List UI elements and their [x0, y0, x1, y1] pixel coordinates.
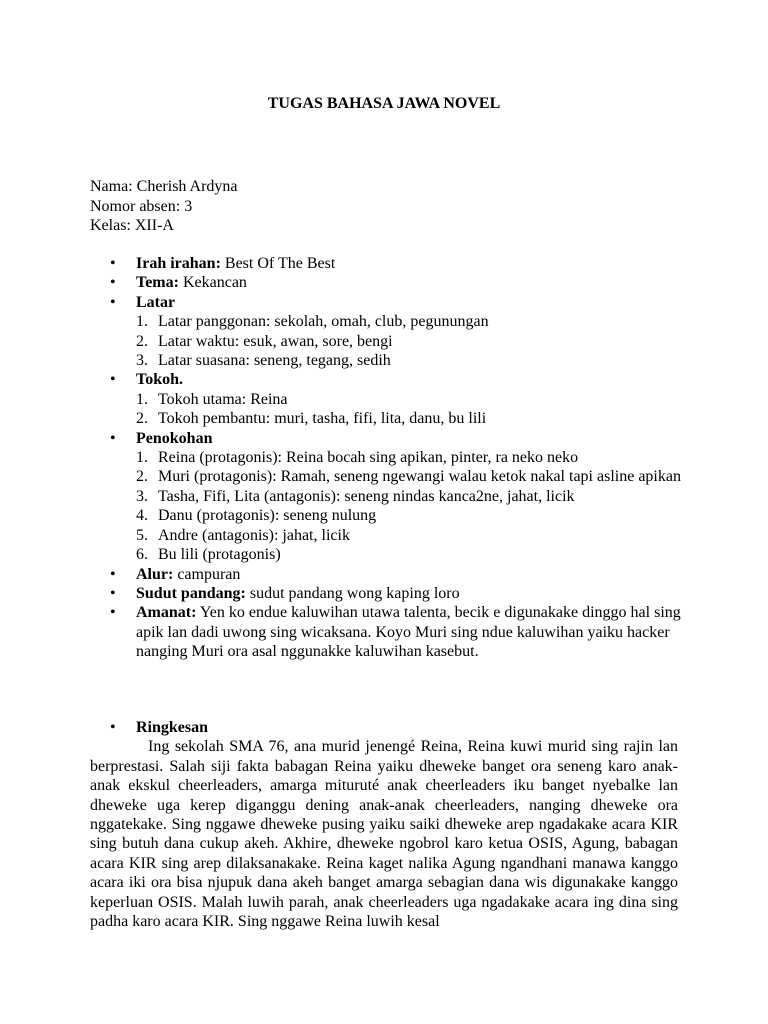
- summary-section: [90, 718, 678, 931]
- summary-heading: • Ringkesan: [90, 718, 678, 737]
- penokohan-text: Bu lili (protagonis): [158, 546, 281, 564]
- amanat-label: Amanat:: [136, 604, 197, 622]
- latar-text: Latar suasana: seneng, tegang, sedih: [158, 352, 391, 370]
- penokohan-num: 3.: [136, 487, 148, 505]
- sudut-label: Sudut pandang:: [136, 584, 246, 602]
- penokohan-text: Reina (protagonis): Reina bocah sing apikan, pinter, ra neko neko: [158, 449, 579, 467]
- penokohan-text: Andre (antagonis): jahat, licik: [158, 526, 350, 544]
- student-class: Kelas: XII-A: [90, 217, 174, 234]
- tokoh-text: Tokoh pembantu: muri, tasha, fifi, lita, danu, bu lili: [158, 410, 487, 428]
- latar-num: 3.: [136, 352, 148, 370]
- page-title: TUGAS BAHASA JAWA NOVEL: [267, 95, 501, 112]
- penokohan-num: 5.: [136, 526, 148, 544]
- latar-item: [136, 332, 686, 351]
- latar-text: Latar waktu: esuk, awan, sore, bengi: [158, 332, 393, 350]
- latar-item: [136, 351, 686, 370]
- irah-label: Irah irahan:: [136, 255, 221, 272]
- penokohan-num: 1.: [136, 449, 148, 467]
- alur-value: campuran: [173, 565, 241, 583]
- tokoh-num: 1.: [136, 390, 148, 408]
- penokohan-label: Penokohan: [136, 429, 213, 447]
- tokoh-sublist: [136, 390, 686, 429]
- list-item-alur: [90, 565, 686, 584]
- list-item-penokohan: [90, 429, 686, 565]
- latar-num: 2.: [136, 332, 148, 350]
- list-item-sudut-pandang: [90, 584, 686, 603]
- list-item-latar: [90, 293, 686, 371]
- tema-label: Tema:: [136, 274, 179, 292]
- list-item-tema: [90, 273, 686, 292]
- list-item-amanat: [90, 603, 686, 661]
- tema-value: Kekancan: [178, 274, 247, 292]
- student-absen: Nomor absen: 3: [90, 197, 193, 215]
- amanat-value: Yen ko endue kaluwihan utawa talenta, becik e digunakake dinggo hal sing apik lan dadi uwong sing wicaksana. Koyo Muri sing ndue kaluwihan yaiku hacker nanging Muri ora asal nggunakke kaluwihan kasebut.: [136, 604, 681, 661]
- latar-text: Latar panggonan: sekolah, omah, club, pegunungan: [158, 313, 489, 331]
- irah-value: Best Of The Best: [220, 255, 336, 272]
- tokoh-item: [136, 409, 686, 428]
- student-name: Nama: Cherish Ardyna: [90, 178, 238, 195]
- sudut-value: sudut pandang wong kaping loro: [245, 584, 460, 602]
- list-item-irah: [90, 254, 686, 273]
- tokoh-num: 2.: [136, 410, 148, 428]
- summary-paragraph: Ing sekolah SMA 76, ana murid jenengé Reina, Reina kuwi murid sing rajin lan berprestasi. Salah siji fakta babagan Reina yaiku dheweke banget ora seneng karo anak-anak ekskul cheerleaders, amarga mituruté anak cheerleaders iku banget nyebalke lan dheweke uga kerep diganggu dening anak-anak cheerleaders, nanging dheweke ora nggatekake. Sing nggawe dheweke pusing yaiku saiki dheweke arep ngadakake acara KIR sing butuh dana cukup akeh. Akhire, dheweke ngobrol karo ketua OSIS, Agung, babagan acara KIR sing arep dilaksanakake. Reina kaget nalika Agung ngandhani manawa kanggo acara iki ora bisa njupuk dana akeh banget amarga sebagian dana wis digunakake kanggo keperluan OSIS. Malah luwih parah, anak cheerleaders uga ngadakake acara ing dina sing padha karo acara KIR. Sing nggawe Reina luwih kesal: [90, 738, 678, 931]
- penokohan-num: 2.: [136, 468, 148, 486]
- penokohan-text: Danu (protagonis): seneng nulung: [158, 507, 377, 525]
- penokohan-item: [136, 545, 686, 564]
- tokoh-text: Tokoh utama: Reina: [158, 390, 288, 408]
- penokohan-item: [136, 467, 686, 486]
- penokohan-item: [136, 448, 686, 467]
- latar-label: Latar: [136, 293, 176, 311]
- penokohan-item: [136, 526, 686, 545]
- penokohan-sublist: [136, 448, 686, 564]
- penokohan-text: Muri (protagonis): Ramah, seneng ngewangi walau ketok nakal tapi asline apikan: [158, 468, 681, 486]
- penokohan-item: [136, 506, 686, 525]
- novel-analysis-list: [90, 254, 686, 662]
- latar-num: 1.: [136, 313, 148, 331]
- latar-item: [136, 312, 686, 331]
- penokohan-text: Tasha, Fifi, Lita (antagonis): seneng nindas kanca2ne, jahat, licik: [158, 487, 575, 505]
- alur-label: Alur:: [136, 565, 174, 583]
- student-info: [90, 177, 238, 236]
- penokohan-num: 6.: [136, 546, 148, 564]
- penokohan-item: [136, 487, 686, 506]
- tokoh-item: [136, 390, 686, 409]
- penokohan-num: 4.: [136, 507, 148, 525]
- list-item-tokoh: [90, 370, 686, 428]
- tokoh-label: Tokoh.: [136, 371, 183, 389]
- latar-sublist: [136, 312, 686, 370]
